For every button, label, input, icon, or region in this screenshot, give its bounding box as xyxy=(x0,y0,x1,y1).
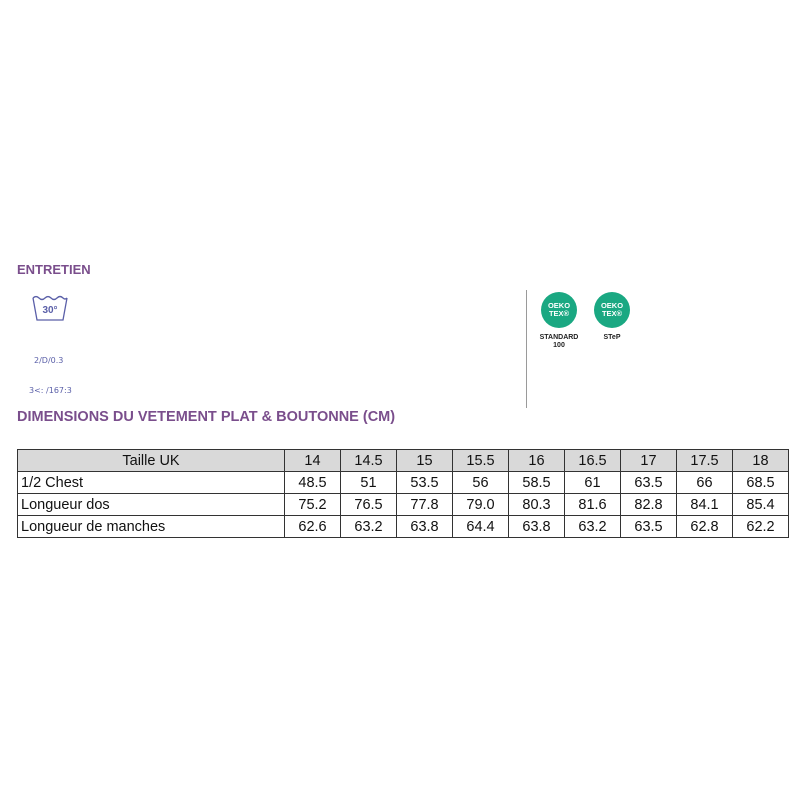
table-cell: 81.6 xyxy=(565,494,621,516)
table-cell: 66 xyxy=(677,472,733,494)
table-cell: 82.8 xyxy=(621,494,677,516)
table-cell: 68.5 xyxy=(733,472,789,494)
table-cell: 80.3 xyxy=(509,494,565,516)
table-cell: 62.2 xyxy=(733,516,789,538)
table-header-row xyxy=(18,450,789,472)
care-instructions xyxy=(29,336,72,406)
dimensions-section-title: DIMENSIONS DU VETEMENT PLAT & BOUTONNE (CM) xyxy=(17,409,396,425)
row-label: 1/2 Chest xyxy=(18,472,285,494)
table-cell: 63.8 xyxy=(397,516,453,538)
divider xyxy=(526,290,527,408)
oeko-tex-step-label: STeP xyxy=(603,334,621,341)
table-cell: 58.5 xyxy=(509,472,565,494)
table-cell: 77.8 xyxy=(397,494,453,516)
header-cell: Taille UK xyxy=(18,450,285,472)
row-label: Longueur de manches xyxy=(18,516,285,538)
wash-temp-label: 30° xyxy=(42,305,58,316)
table-cell: 64.4 xyxy=(453,516,509,538)
care-line-1: 2/D/0.3 xyxy=(34,356,64,365)
oeko-tex-step-logo: OEKO TEX® xyxy=(594,292,630,328)
oeko-tex-standard-label: STANDARD 100 xyxy=(539,334,579,349)
size-table xyxy=(17,449,789,538)
table-cell: 53.5 xyxy=(397,472,453,494)
table-cell: 79.0 xyxy=(453,494,509,516)
table-cell: 85.4 xyxy=(733,494,789,516)
header-cell: 15 xyxy=(397,450,453,472)
table-cell: 63.5 xyxy=(621,472,677,494)
header-cell: 17.5 xyxy=(677,450,733,472)
row-label: Longueur dos xyxy=(18,494,285,516)
care-section-title: ENTRETIEN xyxy=(17,262,91,277)
table-cell: 63.2 xyxy=(341,516,397,538)
header-cell: 14 xyxy=(285,450,341,472)
table-cell: 84.1 xyxy=(677,494,733,516)
table-cell: 62.6 xyxy=(285,516,341,538)
wash-30-icon xyxy=(31,293,69,323)
table-cell: 56 xyxy=(453,472,509,494)
table-cell: 63.2 xyxy=(565,516,621,538)
oeko-tex-standard-logo: OEKO TEX® xyxy=(541,292,577,328)
header-cell: 16 xyxy=(509,450,565,472)
table-cell: 62.8 xyxy=(677,516,733,538)
header-cell: 18 xyxy=(733,450,789,472)
header-cell: 15.5 xyxy=(453,450,509,472)
header-cell: 16.5 xyxy=(565,450,621,472)
header-cell: 17 xyxy=(621,450,677,472)
care-line-2: 3<: /167:3 xyxy=(29,386,72,395)
table-row xyxy=(18,494,789,516)
table-cell: 51 xyxy=(341,472,397,494)
header-cell: 14.5 xyxy=(341,450,397,472)
table-cell: 61 xyxy=(565,472,621,494)
table-cell: 75.2 xyxy=(285,494,341,516)
table-cell: 48.5 xyxy=(285,472,341,494)
table-cell: 63.5 xyxy=(621,516,677,538)
table-cell: 63.8 xyxy=(509,516,565,538)
table-cell: 76.5 xyxy=(341,494,397,516)
table-row xyxy=(18,516,789,538)
table-row xyxy=(18,472,789,494)
